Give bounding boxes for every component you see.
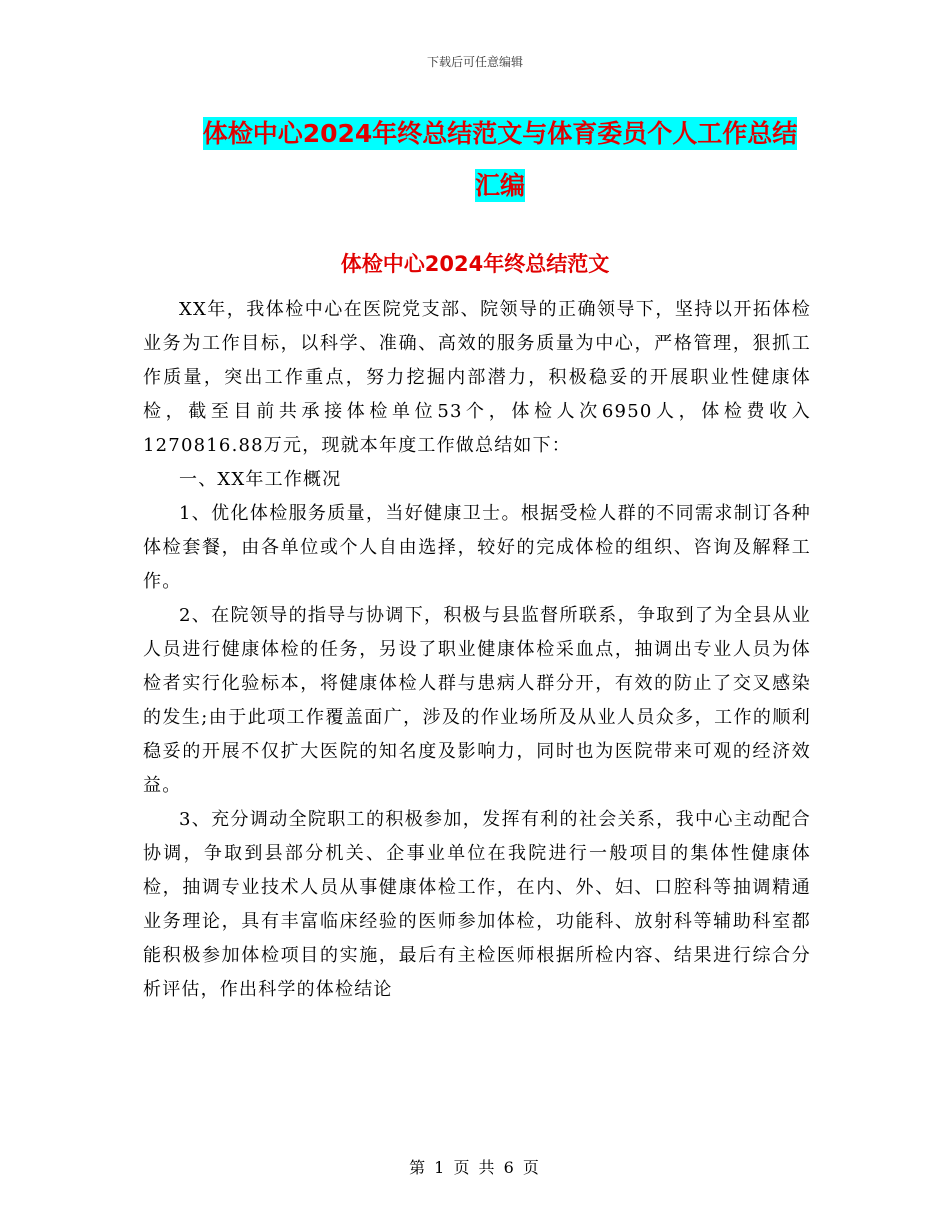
- paragraph: 一、XX年工作概况: [179, 469, 342, 490]
- body-text: [143, 293, 811, 1007]
- document-title-line1: 体检中心2024年终总结范文与体育委员个人工作总结: [202, 119, 798, 148]
- paragraph: 3、充分调动全院职工的积极参加，发挥有利的社会关系，我中心主动配合协调，争取到县部分机关、企事业单位在我院进行一般项目的集体性健康体检，抽调专业技术人员从事健康体检工作，在内、外、妇、口腔科等抽调精通业务理论，具有丰富临床经验的医师参加体检，功能科、放射科等辅助科室都能积极参加体检项目的实施，最后有主检医师根据所检内容、结果进行综合分析评估，作出科学的体检结论: [143, 809, 811, 1000]
- document-title-line2: 汇编: [474, 171, 525, 200]
- page-header-note: 下载后可任意编辑: [426, 55, 523, 69]
- section-title: 体检中心2024年终总结范文: [340, 252, 610, 276]
- paragraph: 2、在院领导的指导与协调下，积极与县监督所联系，争取到了为全县从业人员进行健康体检的任务，另设了职业健康体检采血点，抽调出专业人员为体检者实行化验标本，将健康体检人群与患病人群分开，有效的防止了交叉感染的发生;由于此项工作覆盖面广，涉及的作业场所及从业人员众多，工作的顺利稳妥的开展不仅扩大医院的知名度及影响力，同时也为医院带来可观的经济效益。: [143, 605, 811, 796]
- page-footer: 第 1 页 共 6 页: [409, 1158, 541, 1177]
- paragraph: XX年，我体检中心在医院党支部、院领导的正确领导下，坚持以开拓体检业务为工作目标，以科学、准确、高效的服务质量为中心，严格管理，狠抓工作质量，突出工作重点，努力挖掘内部潜力，积极稳妥的开展职业性健康体检，截至目前共承接体检单位53个，体检人次6950人，体检费收入1270816.88万元，现就本年度工作做总结如下：: [143, 299, 811, 456]
- paragraph: 1、优化体检服务质量，当好健康卫士。根据受检人群的不同需求制订各种体检套餐，由各单位或个人自由选择，较好的完成体检的组织、咨询及解释工作。: [143, 503, 811, 592]
- document-title: [140, 108, 860, 212]
